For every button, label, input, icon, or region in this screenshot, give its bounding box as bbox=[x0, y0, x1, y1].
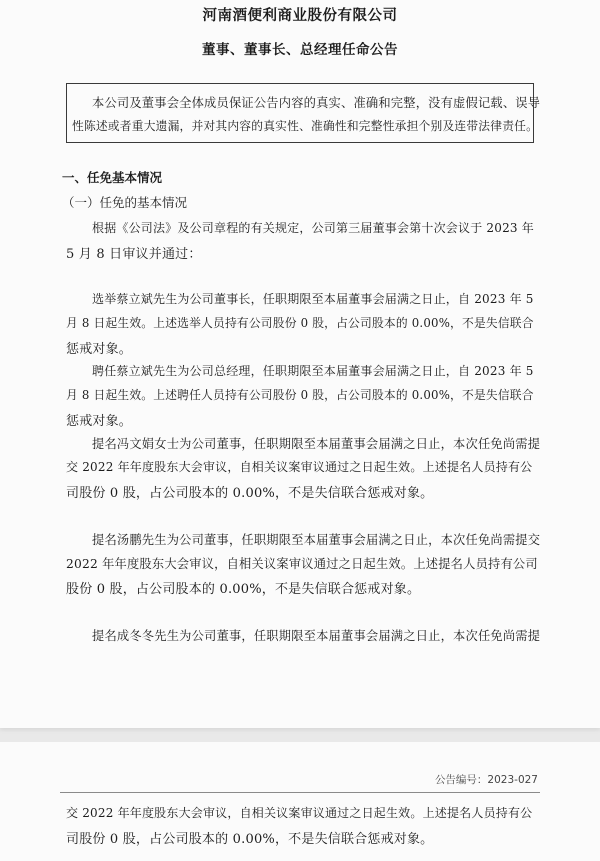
announcement-number: 公告编号：2023-027 bbox=[434, 774, 538, 786]
paragraph-line: 惩戒对象。 bbox=[66, 342, 133, 357]
company-title: 河南酒便利商业股份有限公司 bbox=[202, 8, 398, 24]
announcement-title: 董事、董事长、总经理任命公告 bbox=[202, 42, 398, 58]
paragraph-line: 月 8 日起生效。上述选举人员持有公司股份 0 股，占公司股本的 0.00%，不是失信联合 bbox=[66, 316, 534, 330]
paragraph-line: 选举蔡立斌先生为公司董事长，任职期限至本届董事会届满之日止，自 2023 年 5 bbox=[92, 292, 534, 306]
subsection-heading: （一）任免的基本情况 bbox=[62, 195, 188, 210]
disclaimer-box bbox=[66, 83, 534, 143]
paragraph-line: 聘任蔡立斌先生为公司总经理，任职期限至本届董事会届满之日止，自 2023 年 5 bbox=[92, 364, 534, 378]
intro-line: 根据《公司法》及公司章程的有关规定，公司第三届董事会第十次会议于 2023 年 bbox=[92, 221, 534, 235]
header-rule bbox=[60, 792, 540, 793]
disclaimer-line: 本公司及董事会全体成员保证公告内容的真实、准确和完整，没有虚假记载、误导 bbox=[92, 96, 541, 110]
paragraph-line: 股份 0 股，占公司股本的 0.00%，不是失信联合惩戒对象。 bbox=[66, 582, 421, 597]
disclaimer-line: 性陈述或者重大遗漏，并对其内容的真实性、准确性和完整性承担个别及连带法律责任。 bbox=[72, 119, 539, 133]
paragraph-line: 惩戒对象。 bbox=[66, 414, 133, 429]
paragraph-line: 交 2022 年年度股东大会审议，自相关议案审议通过之日起生效。上述提名人员持有公 bbox=[66, 806, 533, 820]
paragraph-line: 司股份 0 股，占公司股本的 0.00%，不是失信联合惩戒对象。 bbox=[66, 486, 434, 501]
paragraph-line: 2022 年年度股东大会审议，自相关议案审议通过之日起生效。上述提名人员持有公司 bbox=[66, 557, 538, 571]
paragraph-line: 提名成冬冬先生为公司董事，任职期限至本届董事会届满之日止，本次任免尚需提 bbox=[92, 629, 541, 643]
paragraph-line: 提名汤鹏先生为公司董事，任职期限至本届董事会届满之日止，本次任免尚需提交 bbox=[92, 533, 541, 547]
paragraph-line: 月 8 日起生效。上述聘任人员持有公司股份 0 股，占公司股本的 0.00%，不是失信联合 bbox=[66, 388, 534, 402]
section-heading: 一、任免基本情况 bbox=[62, 170, 163, 185]
intro-line: 5 月 8 日审议并通过： bbox=[66, 247, 202, 262]
document-page-2 bbox=[0, 742, 600, 861]
paragraph-line: 司股份 0 股，占公司股本的 0.00%，不是失信联合惩戒对象。 bbox=[66, 832, 434, 847]
paragraph-line: 提名冯文娟女士为公司董事，任职期限至本届董事会届满之日止，本次任免尚需提 bbox=[92, 437, 541, 451]
paragraph-line: 交 2022 年年度股东大会审议，自相关议案审议通过之日起生效。上述提名人员持有公 bbox=[66, 460, 533, 474]
